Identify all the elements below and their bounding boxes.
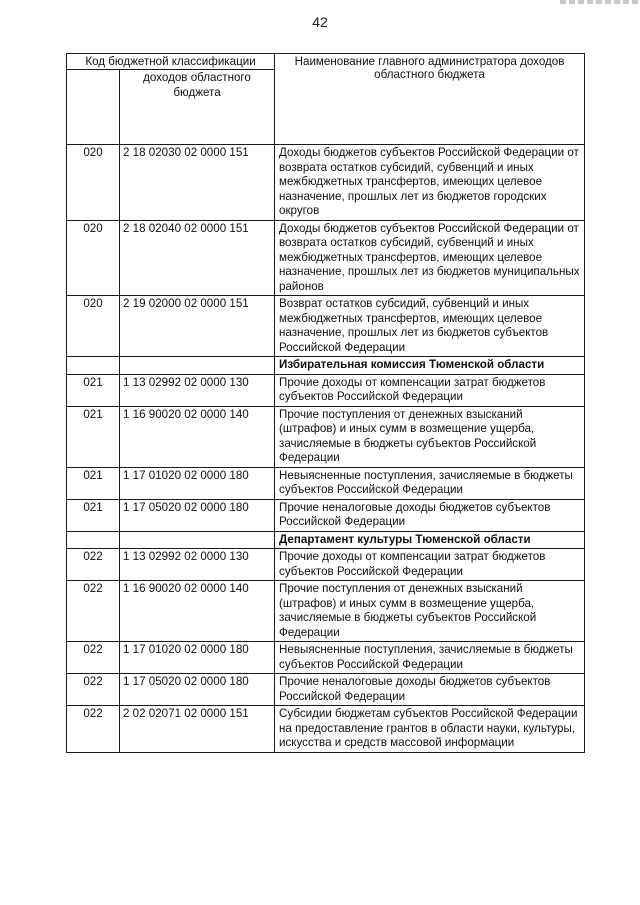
- table-row: [67, 296, 585, 357]
- section-title: Департамент культуры Тюменской области: [275, 531, 585, 549]
- income-code-cell: 2 02 02071 02 0000 151: [120, 706, 275, 753]
- section-row: [67, 531, 585, 549]
- table-row: [67, 549, 585, 581]
- admin-code-cell: 021: [67, 499, 120, 531]
- income-code-cell: 1 17 01020 02 0000 180: [120, 642, 275, 674]
- income-name-cell: Доходы бюджетов субъектов Российской Федерации от возврата остатков субсидий, субвенций и иных межбюджетных трансфертов, имеющих целевое назначение, прошлых лет из бюджетов городских округов: [275, 145, 585, 221]
- income-name-cell: Прочие поступления от денежных взысканий (штрафов) и иных сумм в возмещение ущерба, зачисляемые в бюджеты субъектов Российской Федерации: [275, 581, 585, 642]
- income-code-cell: 1 16 90020 02 0000 140: [120, 581, 275, 642]
- income-code-cell: 1 13 02992 02 0000 130: [120, 374, 275, 406]
- income-name-cell: Субсидии бюджетам субъектов Российской Федерации на предоставление грантов в области науки, культуры, искусства и средств массовой информации: [275, 706, 585, 753]
- section-row: [67, 357, 585, 375]
- income-name-cell: Прочие доходы от компенсации затрат бюджетов субъектов Российской Федерации: [275, 374, 585, 406]
- income-code-cell: 1 16 90020 02 0000 140: [120, 406, 275, 467]
- income-name-cell: Доходы бюджетов субъектов Российской Федерации от возврата остатков субсидий, субвенций и иных межбюджетных трансфертов, имеющих целевое назначение, прошлых лет из бюджетов муниципальных районов: [275, 220, 585, 296]
- income-code-cell: 2 18 02040 02 0000 151: [120, 220, 275, 296]
- admin-code-cell: 020: [67, 220, 120, 296]
- table-row: [67, 145, 585, 221]
- table-row: [67, 499, 585, 531]
- budget-classification-table: [66, 53, 585, 753]
- income-code-cell: 1 17 01020 02 0000 180: [120, 467, 275, 499]
- admin-code-cell: 022: [67, 706, 120, 753]
- table-row: [67, 406, 585, 467]
- table-row: [67, 220, 585, 296]
- admin-code-cell: 021: [67, 374, 120, 406]
- header-row-top: [67, 54, 585, 70]
- income-code-cell: 2 18 02030 02 0000 151: [120, 145, 275, 221]
- table-body: [67, 54, 585, 753]
- income-name-cell: Прочие поступления от денежных взысканий (штрафов) и иных сумм в возмещение ущерба, зачисляемые в бюджеты субъектов Российской Федерации: [275, 406, 585, 467]
- income-name-cell: Невыясненные поступления, зачисляемые в бюджеты субъектов Российской Федерации: [275, 467, 585, 499]
- income-code-cell: 1 13 02992 02 0000 130: [120, 549, 275, 581]
- admin-code-cell: 021: [67, 406, 120, 467]
- admin-code-cell: 020: [67, 145, 120, 221]
- page-number: 42: [312, 14, 328, 30]
- header-kbk: Код бюджетной классификации: [67, 54, 275, 70]
- table-row: [67, 467, 585, 499]
- admin-code-cell: 022: [67, 674, 120, 706]
- admin-code-cell: 021: [67, 467, 120, 499]
- admin-code-cell: 020: [67, 296, 120, 357]
- income-name-cell: Прочие доходы от компенсации затрат бюджетов субъектов Российской Федерации: [275, 549, 585, 581]
- header-admin-name: Наименование главного администратора доходов областного бюджета: [275, 54, 585, 145]
- income-name-cell: Невыясненные поступления, зачисляемые в бюджеты субъектов Российской Федерации: [275, 642, 585, 674]
- income-name-cell: Возврат остатков субсидий, субвенций и иных межбюджетных трансфертов, имеющих целевое назначение, прошлых лет из бюджетов субъектов Российской Федерации: [275, 296, 585, 357]
- table-row: [67, 706, 585, 753]
- section-title: Избирательная комиссия Тюменской области: [275, 357, 585, 375]
- header-admin-code: [67, 70, 120, 145]
- income-code-cell: 1 17 05020 02 0000 180: [120, 674, 275, 706]
- header-income: доходов областного бюджета: [120, 70, 275, 145]
- admin-code-cell: [67, 531, 120, 549]
- table-row: [67, 674, 585, 706]
- admin-code-cell: 022: [67, 549, 120, 581]
- table-row: [67, 581, 585, 642]
- admin-code-cell: 022: [67, 642, 120, 674]
- scan-corner-mark: [560, 0, 640, 4]
- admin-code-cell: 022: [67, 581, 120, 642]
- table-row: [67, 642, 585, 674]
- income-code-cell: 2 19 02000 02 0000 151: [120, 296, 275, 357]
- income-name-cell: Прочие неналоговые доходы бюджетов субъектов Российской Федерации: [275, 674, 585, 706]
- table-row: [67, 374, 585, 406]
- admin-code-cell: [67, 357, 120, 375]
- income-code-cell: [120, 357, 275, 375]
- income-code-cell: 1 17 05020 02 0000 180: [120, 499, 275, 531]
- income-code-cell: [120, 531, 275, 549]
- income-name-cell: Прочие неналоговые доходы бюджетов субъектов Российской Федерации: [275, 499, 585, 531]
